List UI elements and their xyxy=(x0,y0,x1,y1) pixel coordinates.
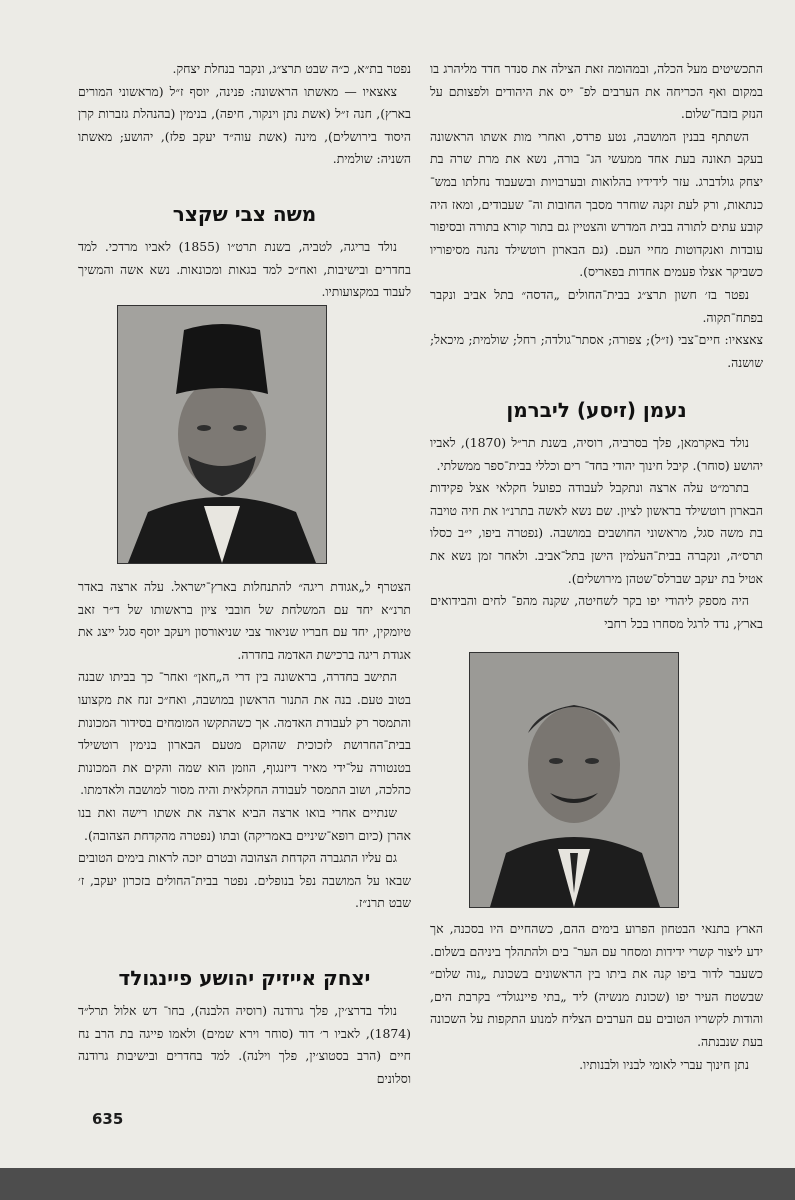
paragraph: נולד באקרמאן, פלך בסרביה, רוסיה, בשנת תר״ל (1870), לאביו יהושע (סוחר). קיבל חינוך יהודי בחד־ רים וכללי בבית־ספר ממשלתי. xyxy=(430,435,763,473)
left-column-top-text xyxy=(78,58,411,171)
left-column-bottom-text xyxy=(78,1000,411,1090)
paragraph: הארץ בתנאי הבטחון הפרוע בימים ההם, כשהחיים היו בסכנה, אך ידע ליצור קשרי ידידות ומסחר עם הער־ בים ולהתהלך ביניהם בשלום. כשעבר לדור ביפו קנה את ביתו בין הראשונים בשכונת „נוה שלום״ שבשטח העיר יפו (שכונת מנשיה) ליד „בתי פיינגולד״ בקרבת הים, והודות לקשריו הטובים עם הערבים הצליח למנוע התקפות על השכונה בעת שנבנתה. xyxy=(430,921,763,1049)
descendants-paragraph: צאצאיו — מאשתו הראשונה: פנינה, יוסף ז״ל (מראשוני המורים בארץ), חנה ז״ל (אשת נתן וינקור, חיפה), בנימין (בהנהלת גזברות קרן היסוד בירושלים), מינה (אשת עוה״ד יעקב פלז), יהושע; מאשתו השניה: שולמית. xyxy=(78,83,411,167)
section-heading-liberman: נעמן (זיסע) ליברמן xyxy=(506,398,687,422)
left-column-middle-text xyxy=(78,576,411,915)
right-column-middle-text xyxy=(430,432,763,635)
paragraph: נפטר בת״א, כ״ה שבט תרצ״ג, ונקבר בנחלת יצחק. xyxy=(172,61,411,76)
paragraph: גם עליו התגברה הקדחת הצהובה ובטרם יזכה לראות בימים הטובים שבאו על המושבה נפל בנופלים. נפטר בבית־החולים בזכרון יעקב, ז׳ שבט תרנ״ז. xyxy=(78,850,411,911)
right-column-top-text xyxy=(430,58,763,374)
portrait-photo-shekzer xyxy=(117,305,327,564)
portrait-photo-liberman xyxy=(469,652,679,908)
paragraph: היה מספק ליהודי יפו בקר לשחיטה, שקנה מהפ־ לחים והבידואים בארץ, נדד לרגל מסחרו בכל רחבי xyxy=(430,593,763,631)
paragraph: התכשיטים מעל הכלה, ובמהומה זאת הצילה את סנדר חדד מליהרג בו במקום ואף הכריחה את הערבים לפ־ ייס את היהודים ולפצותם על הנזק בזבח־שלום. xyxy=(430,61,763,122)
left-column-intro-text xyxy=(78,236,411,304)
paragraph: נולד בדרצ׳ין, פלך גרודנה (רוסיה הלבנה), בחו־ דש אלול תרל״ד (1874), לאביו ר׳ דוד (סוחר וירא שמים) ולאמו פייגה בת הרב נח חיים (הרב בסטוצ׳ין, פלך וילנה). למד בחדרים ובישיבות גרודנה וסלונים xyxy=(78,1003,411,1086)
paragraph: נפטר בז׳ חשון תרצ״ג בבית־החולים „הדסה״ בתל אביב ונקבר בפתח־תקוה. xyxy=(430,286,763,325)
page-number: 635 xyxy=(92,1110,124,1128)
paragraph: נולד בריגה, לטביה, בשנת תרט״ו (1855) לאביו מרדכי. למד בחדרים ובישיבות, ואח״כ למד בגאות ומכונאות. נשא אשה והמשיך לעבוד במקצועותיו. xyxy=(78,239,411,300)
paragraph: השתתף בבנין המושבה, נטע פרדס, ואחרי מות אשתו הראשונה בעקב תאונה בעת אחד ממעשי הג־ בורה, נשא את מרת שרה בת יצחק גולדברג. עזר לידידיו בהלואות ובערבויות ובשעבוד נחלתו במש־ כנתאות, ורק לעת זקנה שוחרר מסבך החובות וה־ שעבודים, ומאז היה קובע עתים לתורה בבית המדרש והצטיין גם בתור קורא בתורה ובסיפור עובדות ואנקדוטות מחיי העם. (גם הבארון רוטשילד נהנה מסיפוריו כשביקר אצלו פעמים אחדות בפאריס). xyxy=(430,128,763,280)
right-column-bottom-text xyxy=(430,918,763,1076)
descendants-paragraph: צאצאיו: חיים־צבי (ז״ל); צפורה; אסתר־גולדה; רחל; שולמית; מיכאל; שושנה. xyxy=(430,332,763,370)
paragraph: בתרמ״ט עלה ארצה ונתקבל לעבודה כפועל חקלאי אצל פקידות הבארון רוטשילד בראשון לציון. שם נשא לאשה בתרנ״ו את חיה טויבה בת משה סגל, מראשוני החושבים במושבה. (נפטרה ביפו, י״ב כסלו תרס״ה, ונקברה בבית־העלמין הישן בתל־אביב. ולאחר זמן נשא את אטיל בת יעקב שברלס־שטהן מירושלים). xyxy=(430,480,763,586)
paragraph: נתן חינוך עברי לאומי לבניו ולבנותיו. xyxy=(579,1056,749,1072)
paragraph: התישב בחדרה, בראשונה בין דרי ה„חאן״ ואחר־ כך בביתו שבנה בטוב טעם. בנה את התנור הראשון במושבה, ואח״כ זנח את מקצועו והתמסר רק לעבודת האדמה. אך כשהתקשו המומחים בסידור המכונות בבית־החרושת לזכוכית שהוקם מטעם הבארון בנימין רוטשילד בטנטורה על־ידי מאיר דיזנגוף, הוזמן הוא שמה והקים את המכונות כהלכה, ושוב התמסר לעבודה החקלאית והיה מסור למושבה ולאדמתו. xyxy=(78,669,411,798)
scan-bottom-edge xyxy=(0,1168,795,1200)
paragraph: הצטרף ל„אגודת ריגה״ להתנחלות בארץ־ישראל. עלה ארצה באדר תרנ״א יחד עם המשלחת של חובבי ציון בראשותו של ד״ר זאב טיומקין, יחד עם חבריו שניאור צבי שניאורסון ויעקב יוסף סגל ייצג את אגודת ריגה ברכישת האדמה בחדרה. xyxy=(78,579,411,662)
paragraph: שנתיים אחרי בואו ארצה הביא ארצה את אשתו רישה ואת בנו אהרן (כיום רופא־שיניים באמריקה) ובתו (נפטרה מהקדחת הצהובה). xyxy=(78,804,411,843)
section-heading-shekzer: משה צבי שקצר xyxy=(172,202,317,226)
section-heading-feingold: יצחק אייזיק יהושע פיינגולד xyxy=(118,966,371,990)
